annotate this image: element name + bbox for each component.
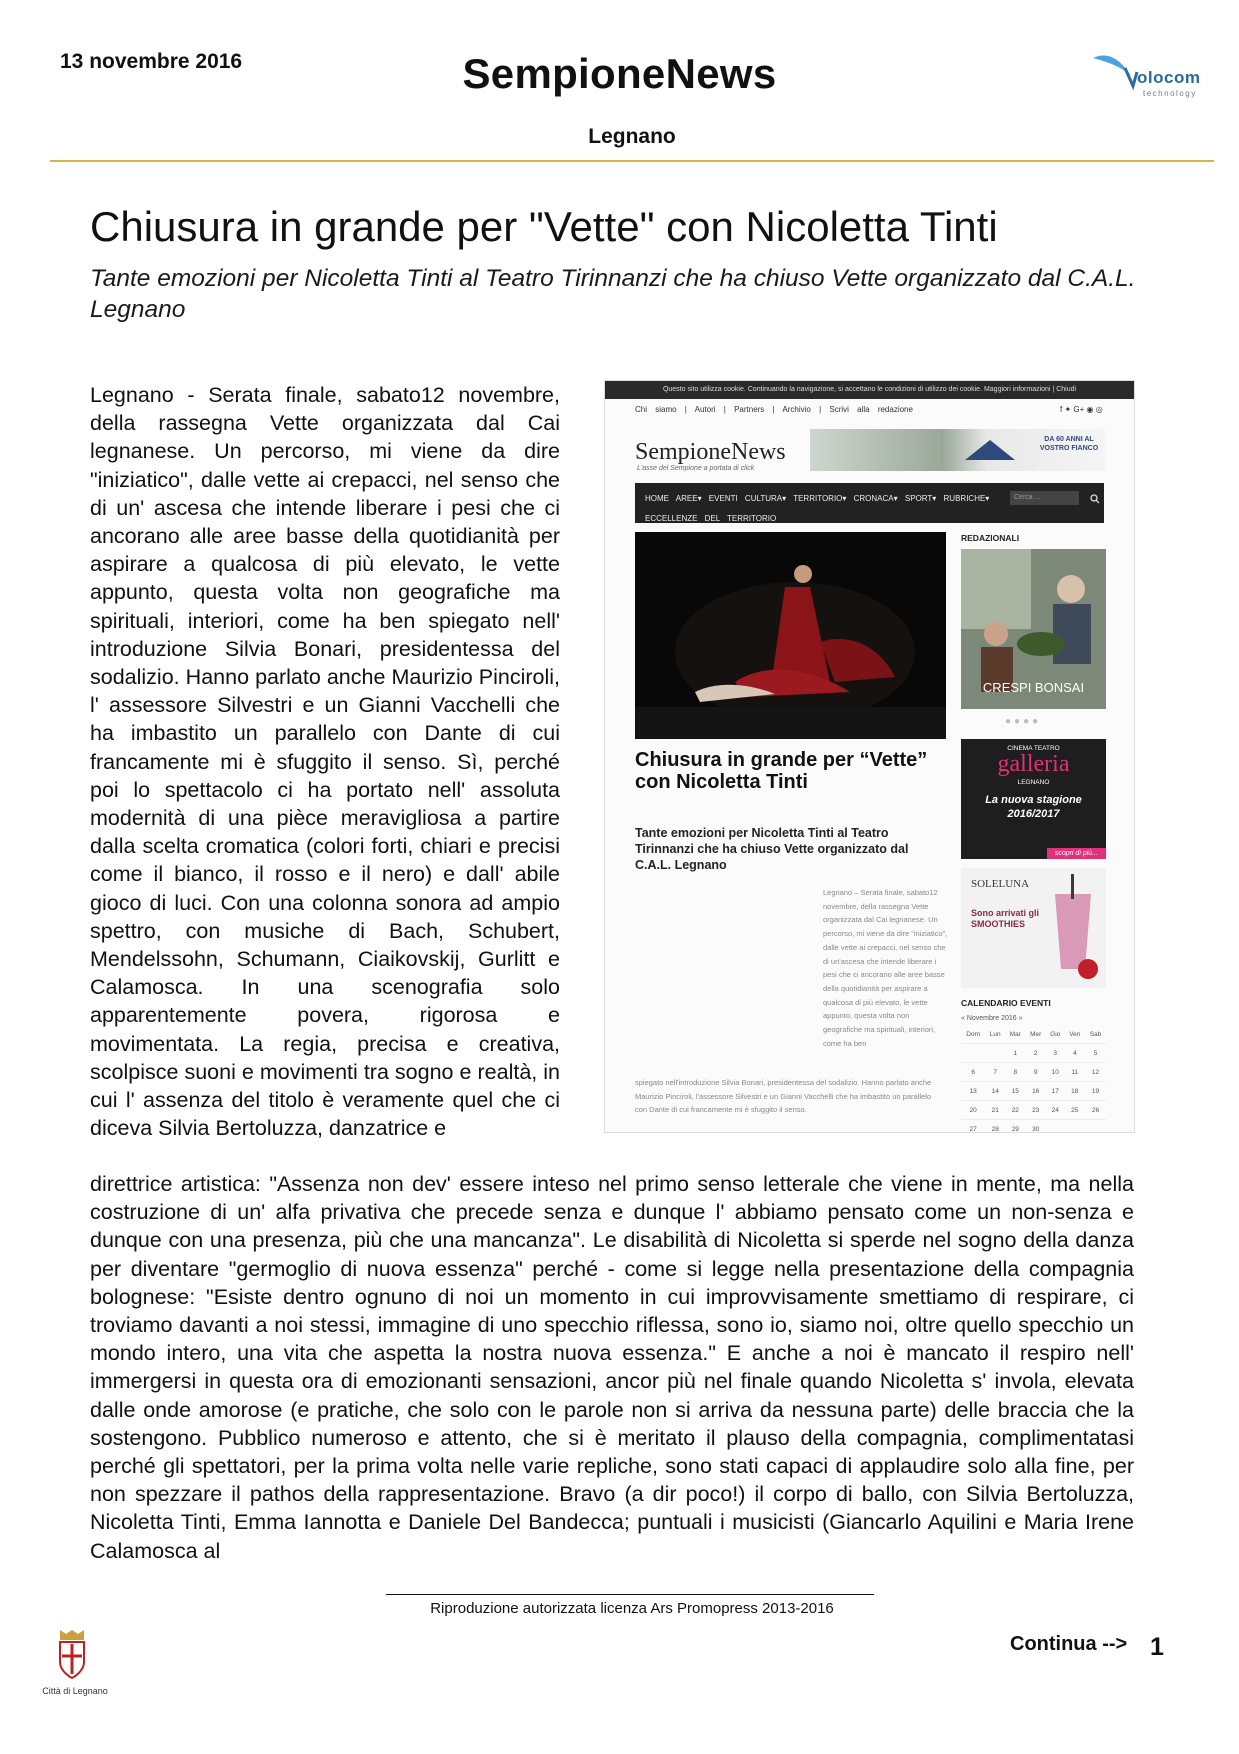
calendar-day: 11 bbox=[1065, 1063, 1085, 1082]
article-title: Chiusura in grande per "Vette" con Nicoletta Tinti bbox=[90, 203, 998, 250]
calendar-week-row bbox=[961, 1101, 1106, 1120]
calendar-day: 10 bbox=[1046, 1063, 1065, 1082]
snapshot-social-icons: f ✦ G+ ◉ ◎ bbox=[1060, 405, 1103, 414]
events-calendar bbox=[961, 1015, 1106, 1133]
calendar-day-name: Mer bbox=[1026, 1025, 1046, 1044]
banner-logo-icon bbox=[960, 435, 1020, 465]
calendar-heading: CALENDARIO EVENTI bbox=[961, 998, 1051, 1008]
soleluna-ad bbox=[961, 868, 1106, 988]
calendar-week-row bbox=[961, 1063, 1106, 1082]
snapshot-subtitle: Tante emozioni per Nicoletta Tinti al Teatro Tirinnanzi che ha chiuso Vette organizzato dal C.A.L. Legnano bbox=[635, 826, 909, 872]
calendar-day: 27 bbox=[961, 1120, 985, 1134]
calendar-month: « Novembre 2016 » bbox=[961, 1015, 1023, 1022]
header-divider bbox=[50, 160, 1214, 162]
calendar-day bbox=[1046, 1120, 1065, 1134]
snapshot-text-full: spiegato nell'introduzione Silvia Bonari, presidentessa del sodalizio. Hanno parlato anche Maurizio Pinciroli, l'assessore Silvestri e un Gianni Vacchelli che ha imbastito un parallelo con Dante di cui francamente mi è sfuggito il senso. bbox=[635, 1078, 932, 1115]
galleria-top: CINEMA TEATRO bbox=[1007, 745, 1060, 752]
article-body-full: direttrice artistica: "Assenza non dev' essere inteso nel primo senso letterale che viene in mente, ma nella costruzione di un' alfa privativa che precede senza e dunque l' abbiamo pensato come un non-senza e dunque con una presenza, più che una mancanza". Le disabilità di Nicoletta si sperde nel sogno della danza per diventare "germoglio di nuova essenza" perché - come si legge nella presentazione della compagnia bolognese: "Esiste dentro ognuno di noi un momento in cui improvvisamente smettiamo di respirare, ci troviamo davanti a noi stessi, immagine di uno specchio riflessa, sono io, siamo noi, oltre quello specchio un mondo intero, una vita che aspetta la nostra nuova essenza." E anche a noi è mancato il respiro nell' immergersi in questa ora di emozionanti sensazioni, ancor più nel finale quando Nicoletta s' invola, elevata dalle onde amorose (e pratiche, che solo con le parole non si arriva da nessuna parte) delle braccia che la sostengono. Pubblico numeroso e attento, che si è meritato il plauso della compagnia, complimentatasi perché gli spettatori, per la prima volta nelle varie repliche, sono stati capaci di applaudire solo alla fine, per non spezzare il pathos della rappresentazione. Bravo (a dir poco!) il corpo di ballo, con Silvia Bertoluzza, Nicoletta Tinti, Emma Iannotta e Daniele Del Bandecca; puntuali i musicisti (Giancarlo Aquilini e Maria Irene Calamosca al bbox=[90, 1172, 1134, 1563]
galleria-name: galleria bbox=[997, 751, 1070, 777]
calendar-day-name: Dom bbox=[961, 1025, 985, 1044]
calendar-day: 21 bbox=[985, 1101, 1005, 1120]
calendar-day: 20 bbox=[961, 1101, 985, 1120]
smoothie-icon bbox=[1043, 874, 1103, 984]
snapshot-title: Chiusura in grande per “Vette” con Nicoletta Tinti bbox=[635, 749, 928, 793]
city-crest bbox=[40, 1628, 110, 1700]
calendar-day-name: Sab bbox=[1085, 1025, 1106, 1044]
volocom-logo bbox=[1085, 50, 1210, 102]
galleria-ad bbox=[961, 739, 1106, 859]
calendar-day: 2 bbox=[1026, 1044, 1046, 1063]
calendar-header-row bbox=[961, 1025, 1106, 1044]
publication-date: 13 novembre 2016 bbox=[60, 50, 243, 73]
calendar-day: 22 bbox=[1005, 1101, 1025, 1120]
carousel-dots: ●●●● bbox=[1005, 716, 1042, 727]
search-icon bbox=[1090, 494, 1100, 504]
publication-name: SempioneNews bbox=[462, 50, 777, 97]
calendar-day: 14 bbox=[985, 1082, 1005, 1101]
snapshot-cookie-bar: Questo sito utilizza cookie. Continuando la navigazione, si accettano le condizioni di utilizzo dei cookie. Maggiori informazioni | Chiudi bbox=[605, 381, 1134, 399]
snapshot-nav-items: HOME AREE▾ EVENTI CULTURA▾ TERRITORIO▾ CRONACA▾ SPORT▾ RUBRICHE▾ ECCELLENZE DEL TERRITORIO bbox=[645, 494, 990, 523]
calendar-day: 16 bbox=[1026, 1082, 1046, 1101]
calendar-day: 6 bbox=[961, 1063, 985, 1082]
crest-icon bbox=[40, 1628, 110, 1684]
logo-text: olocom bbox=[1137, 68, 1201, 87]
city-section: Legnano bbox=[588, 125, 676, 148]
calendar-day: 23 bbox=[1026, 1101, 1046, 1120]
continue-link[interactable]: Continua --> bbox=[1010, 1633, 1128, 1655]
calendar-grid bbox=[961, 1025, 1106, 1133]
website-snapshot bbox=[604, 380, 1135, 1133]
galleria-city: LEGNANO bbox=[1017, 779, 1050, 786]
snapshot-top-nav: Chi siamo | Autori | Partners | Archivio | Scrivi alla redazione bbox=[635, 405, 913, 414]
snapshot-banner-text: DA 60 ANNI AL VOSTRO FIANCO bbox=[1039, 436, 1099, 452]
footer-divider bbox=[386, 1594, 874, 1595]
article-body-column: Legnano - Serata finale, sabato12 novembre, della rassegna Vette organizzata dal Cai legnanese. Un percorso, mi viene da dire "iniziatico", dalle vette ai crepacci, nel senso che di un' ascesa che intende liberare i pesi che ci ancorano alle aree basse della quotidianità per aspirare a qualcosa di più elevato, le vette appunto, questa volta non geografiche ma spirituali, interiori, come ha ben spiegato nell' introduzione Silvia Bonari, presidentessa del sodalizio. Hanno parlato anche Maurizio Pinciroli, l' assessore Silvestri e un Gianni Vacchelli che ha imbastito un parallelo con Dante di cui francamente mi è sfuggito il senso. Sì, perché poi lo spettacolo ci ha portato nell' assoluta modernità di una pièce meravigliosa a partire dalla scelta cromatica (colori forti, chiari e precisi come il bianco, il rosso e il nero) e dall' abile gioco di luci. Con una colonna sonora ad ampio spettro, con musiche di Bach, Schubert, Mendelssohn, Schumann, Ciaikovskij, Gurlitt e Calamosca. In una scenografia solo apparentemente povera, rigorosa e movimentata. La regia, precisa e creativa, scolpisce suoni e movimenti tra sogno e realtà, in cui l' assenza del titolo è veramente quel che ci diceva Silvia Bertoluzza, danzatrice e bbox=[90, 383, 560, 1141]
calendar-day: 15 bbox=[1005, 1082, 1025, 1101]
snapshot-text-column: Legnano – Serata finale, sabato12 novembre, della rassegna Vette organizzata dal Cai legnanese. Un percorso, mi viene da dire “iniziatico”, dalle vette ai crepacci, nel senso che di un'ascesa che intende liberare i pesi che ci ancorano alle aree basse della quotidianità per aspirare a qualcosa di più elevato, le vette appunto, questa volta non geografiche ma spirituali, interiori, come ha ben bbox=[823, 888, 948, 1048]
calendar-day: 19 bbox=[1085, 1082, 1106, 1101]
bonsai-label: CRESPI BONSAI bbox=[982, 680, 1085, 695]
calendar-day: 30 bbox=[1026, 1120, 1046, 1134]
soleluna-text: Sono arrivati gli SMOOTHIES bbox=[971, 908, 1040, 929]
calendar-day: 12 bbox=[1085, 1063, 1106, 1082]
calendar-week-row bbox=[961, 1120, 1106, 1134]
calendar-day: 1 bbox=[1005, 1044, 1025, 1063]
dance-photo bbox=[635, 532, 946, 739]
calendar-day bbox=[1085, 1120, 1106, 1134]
calendar-day-name: Mar bbox=[1005, 1025, 1025, 1044]
calendar-day-name: Gio bbox=[1046, 1025, 1065, 1044]
calendar-day: 8 bbox=[1005, 1063, 1025, 1082]
snapshot-tagline: L'asse del Sempione a portata di click bbox=[637, 465, 755, 472]
calendar-day: 25 bbox=[1065, 1101, 1085, 1120]
snapshot-search-field: Cerca ... bbox=[1010, 491, 1079, 505]
dancers-image bbox=[635, 532, 946, 739]
calendar-day: 5 bbox=[1085, 1044, 1106, 1063]
calendar-day: 4 bbox=[1065, 1044, 1085, 1063]
snapshot-redazionali-heading: REDAZIONALI bbox=[961, 533, 1020, 543]
snapshot-nav-bar bbox=[635, 483, 1104, 523]
calendar-day: 29 bbox=[1005, 1120, 1025, 1134]
page-number: 1 bbox=[1150, 1633, 1164, 1661]
bonsai-promo bbox=[961, 549, 1106, 709]
calendar-day bbox=[1065, 1120, 1085, 1134]
snapshot-banner bbox=[810, 429, 1105, 471]
calendar-day: 13 bbox=[961, 1082, 985, 1101]
calendar-week-row bbox=[961, 1082, 1106, 1101]
calendar-day: 7 bbox=[985, 1063, 1005, 1082]
calendar-day: 3 bbox=[1046, 1044, 1065, 1063]
calendar-week-row bbox=[961, 1044, 1106, 1063]
calendar-day: 24 bbox=[1046, 1101, 1065, 1120]
calendar-day: 28 bbox=[985, 1120, 1005, 1134]
license-notice: Riproduzione autorizzata licenza Ars Promopress 2013-2016 bbox=[430, 1600, 834, 1617]
calendar-day-name: Ven bbox=[1065, 1025, 1085, 1044]
article-subtitle: Tante emozioni per Nicoletta Tinti al Teatro Tirinnanzi che ha chiuso Vette organizzato dal C.A.L. Legnano bbox=[90, 265, 1136, 323]
logo-subtext: technology bbox=[1143, 89, 1197, 98]
calendar-day: 9 bbox=[1026, 1063, 1046, 1082]
galleria-more: scopri di più... bbox=[1047, 848, 1106, 859]
calendar-day: 18 bbox=[1065, 1082, 1085, 1101]
calendar-day: 26 bbox=[1085, 1101, 1106, 1120]
calendar-day: 17 bbox=[1046, 1082, 1065, 1101]
snapshot-brand: SempioneNews bbox=[635, 439, 786, 465]
calendar-day bbox=[985, 1044, 1005, 1063]
calendar-day-name: Lun bbox=[985, 1025, 1005, 1044]
soleluna-brand: SOLELUNA bbox=[971, 878, 1030, 890]
crest-label: Città di Legnano bbox=[42, 1686, 108, 1696]
galleria-tagline: La nuova stagione 2016/2017 bbox=[985, 794, 1082, 820]
calendar-day bbox=[961, 1044, 985, 1063]
